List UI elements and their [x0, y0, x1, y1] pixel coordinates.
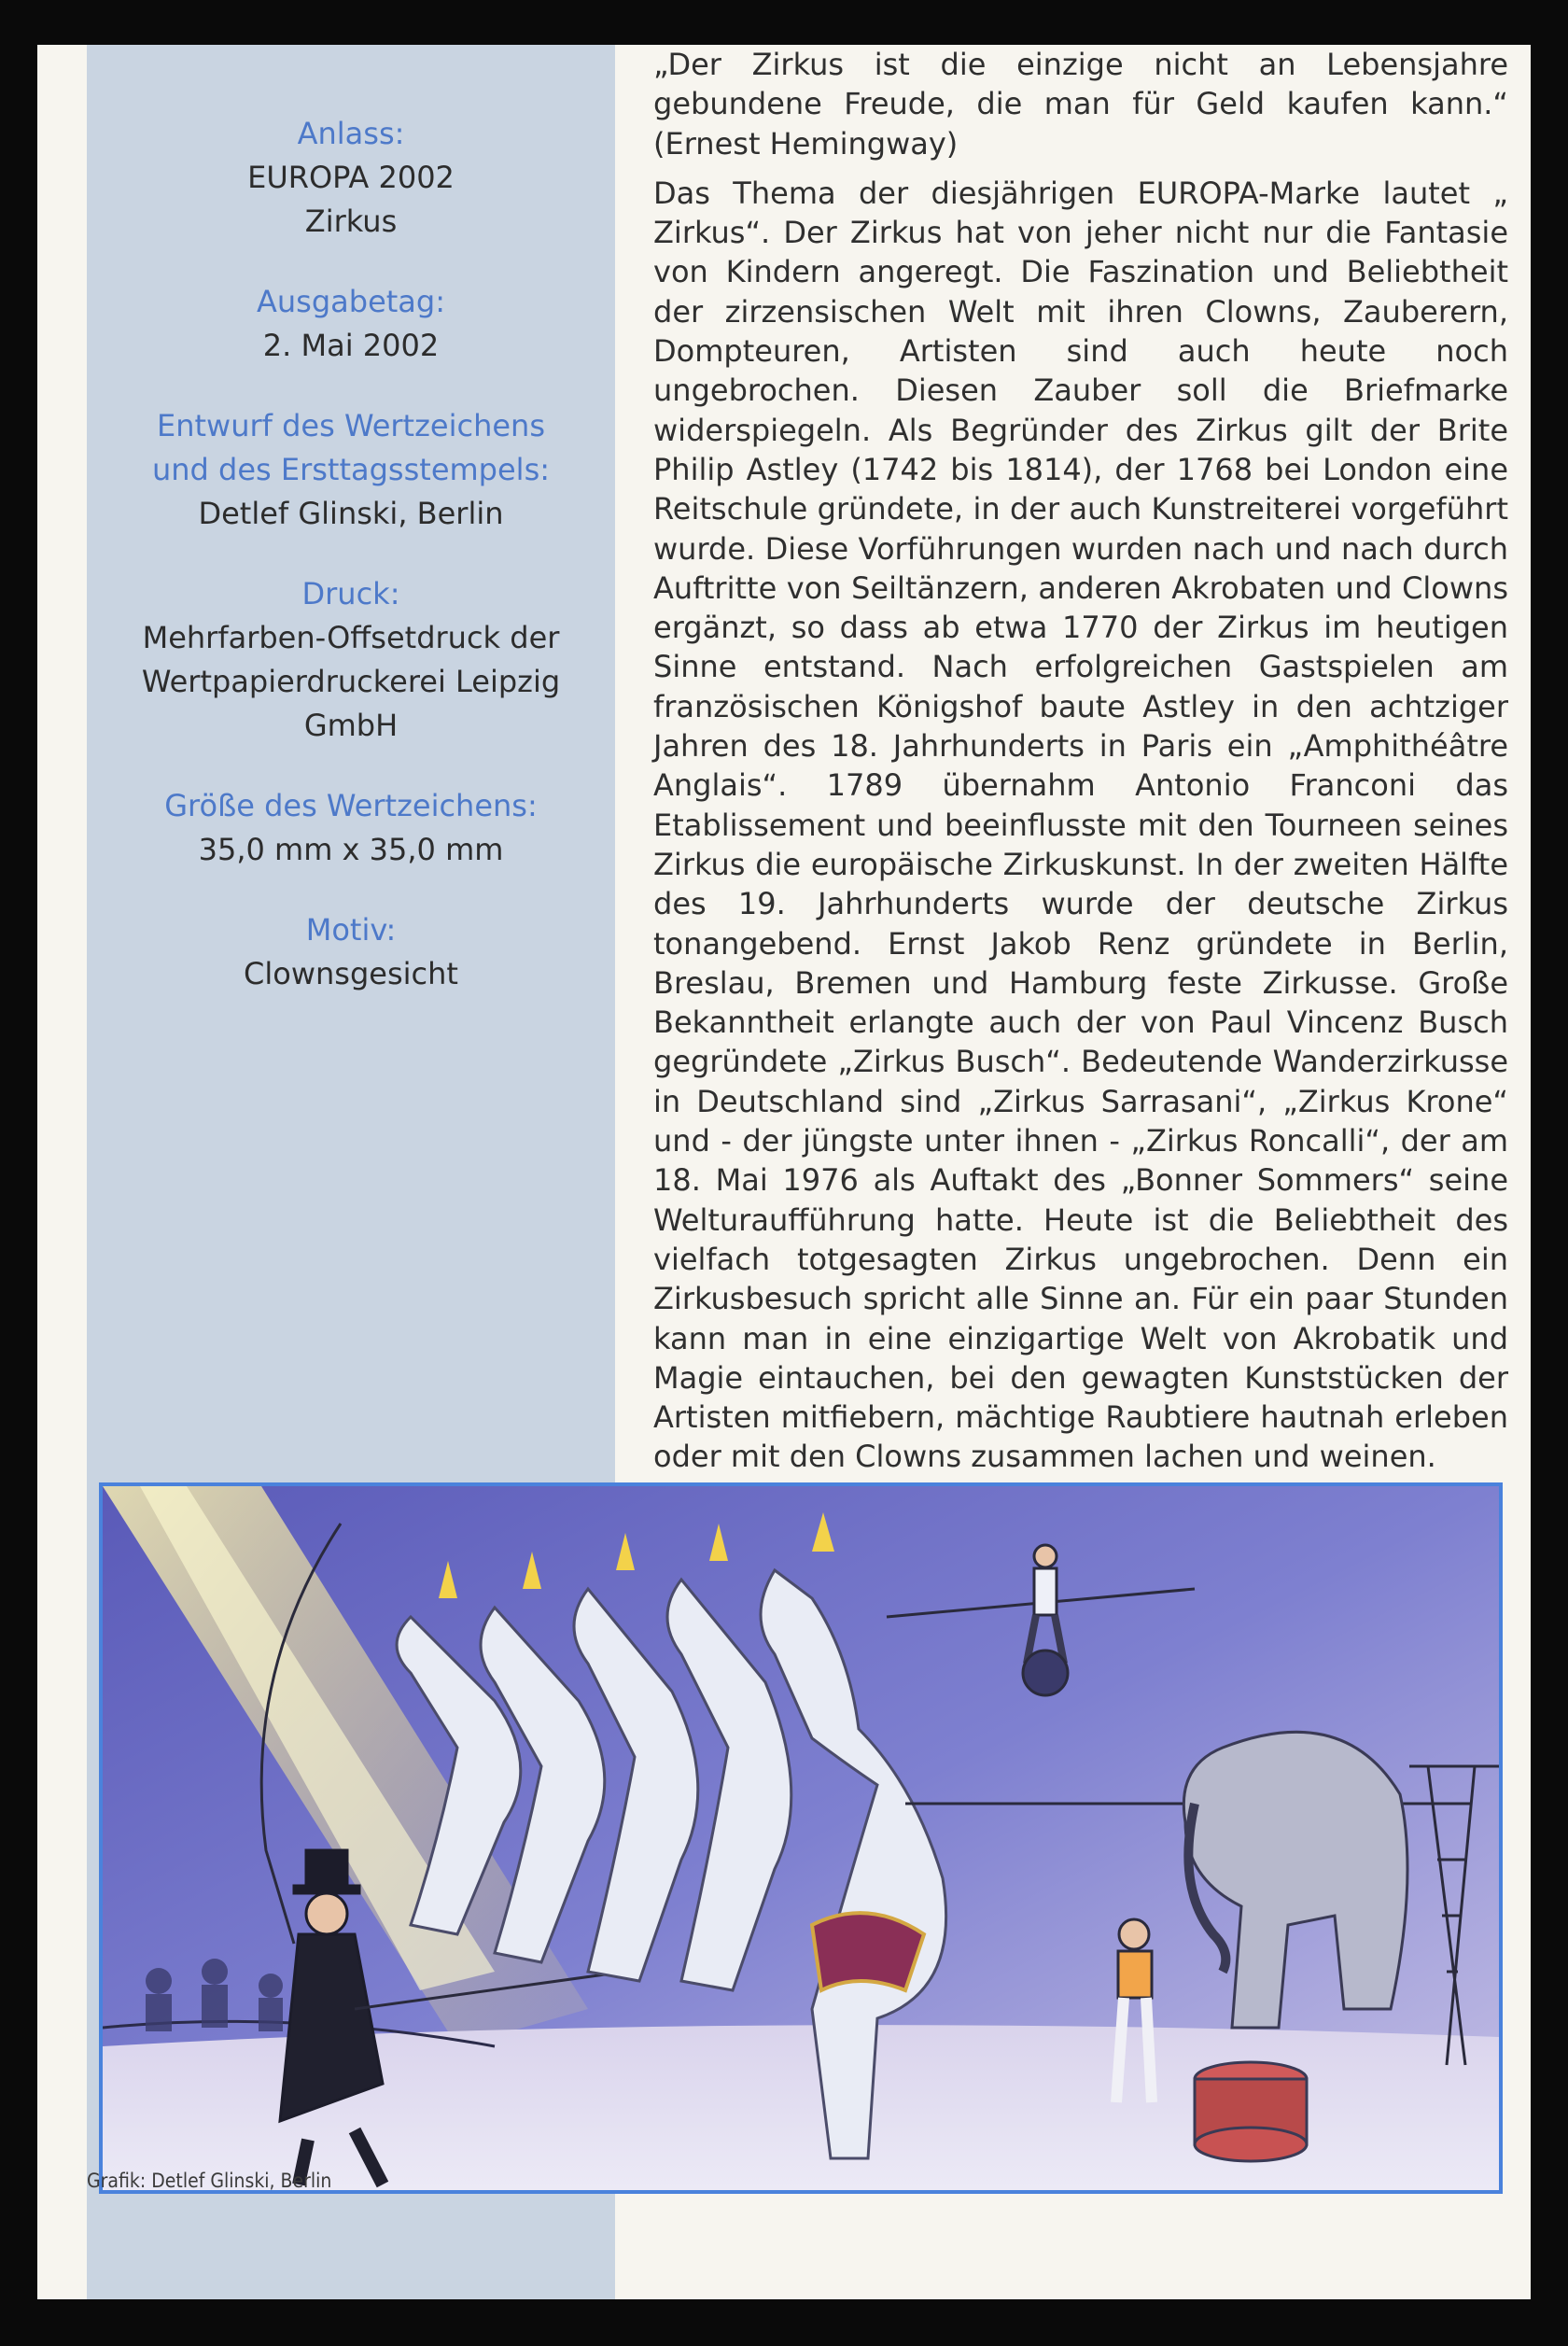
fact-label-occasion: Anlass: — [297, 116, 405, 151]
circus-illustration — [99, 1482, 1503, 2194]
fact-value: 2. Mai 2002 — [262, 328, 440, 363]
fact-value: 35,0 mm x 35,0 mm — [198, 832, 504, 867]
article-text — [653, 45, 1508, 1477]
fact-value: Clownsgesicht — [244, 956, 458, 991]
stamp-facts — [87, 112, 615, 1033]
fact-design — [87, 404, 615, 536]
hemingway-quote: „Der Zirkus ist die einzige nicht an Lebensjahre gebundene Freude, die man für Geld kaufen kann.“ (Ernest Hemingway) — [653, 47, 1508, 162]
fact-label-motif: Motiv: — [305, 912, 397, 948]
illustration-credit: Grafik: Detlef Glinski, Berlin — [87, 2170, 332, 2192]
fact-motif — [87, 908, 615, 996]
fact-label-print: Druck: — [301, 576, 400, 611]
fact-issue-date — [87, 280, 615, 368]
fact-size — [87, 784, 615, 872]
circus-drum-pedestal — [1195, 2062, 1307, 2161]
fact-label-design: und des Ersttagsstempels: — [151, 452, 551, 487]
fact-value: GmbH — [303, 708, 399, 743]
horse-saddle-blanket — [812, 1913, 924, 1990]
fact-value: Mehrfarben-Offsetdruck der — [142, 620, 560, 655]
fact-occasion — [87, 112, 615, 244]
fact-label-design: Entwurf des Wertzeichens — [157, 408, 545, 443]
document-page — [37, 45, 1531, 2299]
fact-value: Detlef Glinski, Berlin — [198, 496, 504, 531]
fact-print — [87, 572, 615, 748]
fact-label-issue-date: Ausgabetag: — [256, 284, 445, 319]
fact-value: Zirkus — [304, 204, 398, 239]
circus-scene-drawing — [103, 1486, 1499, 2190]
article-body: Das Thema der diesjährigen EUROPA-Marke lautet „ Zirkus“. Der Zirkus hat von jeher nicht nur die Fantasie von Kindern angeregt. Die Faszination und Beliebtheit der zirzensischen Welt mit ihren Clowns, Zauberern, Dompteuren, Artisten sind auch heute noch ungebrochen. Diesen Zauber soll die Briefmarke widerspiegeln. Als Begründer des Zirkus gilt der Brite Philip Astley (1742 bis 1814), der 1768 bei London eine Reitschule gründete, in der auch Kunstreiterei vorgeführt wurde. Diese Vorführungen wurden nach und nach durch Auftritte von Seiltänzern, anderen Akrobaten und Clowns ergänzt, so dass ab etwa 1770 der Zirkus im heutigen Sinne entstand. Nach erfolgreichen Gastspielen am französischen Königshof baute Astley in den achtziger Jahren des 18. Jahrhunderts in Paris ein „Amphithéâtre Anglais“. 1789 übernahm Antonio Franconi das Etablissement und beeinflusste mit den Tourneen seines Zirkus die europäische Zirkuskunst. In der zweiten Hälfte des 19. Jahrhunderts wurde der deutsche Zirkus tonangebend. Ernst Jakob Renz gründete in Berlin, Breslau, Bremen und Hamburg feste Zirkusse. Große Bekanntheit erlangte auch der von Paul Vincenz Busch gegründete „Zirkus Busch“. Bedeutende Wanderzirkusse in Deutschland sind „Zirkus Sarrasani“, „Zirkus Krone“ und - der jüngste unter ihnen - „Zirkus Roncalli“, der am 18. Mai 1976 als Auftakt des „Bonner Sommers“ seine Welturaufführung hatte. Heute ist die Beliebtheit des vielfach totgesagten Zirkus ungebrochen. Denn ein Zirkusbesuch spricht alle Sinne an. Für ein paar Stunden kann man in eine einzigartige Welt von Akrobatik und Magie eintauchen, bei den gewagten Kunststücken der Artisten mitfiebern, mächtige Raubtiere hautnah erleben oder mit den Clowns zusammen lachen und weinen. — [653, 175, 1508, 1475]
fact-value: EUROPA 2002 — [247, 160, 455, 195]
fact-label-size: Größe des Wertzeichens: — [164, 788, 538, 823]
fact-value: Wertpapierdruckerei Leipzig — [141, 664, 561, 699]
